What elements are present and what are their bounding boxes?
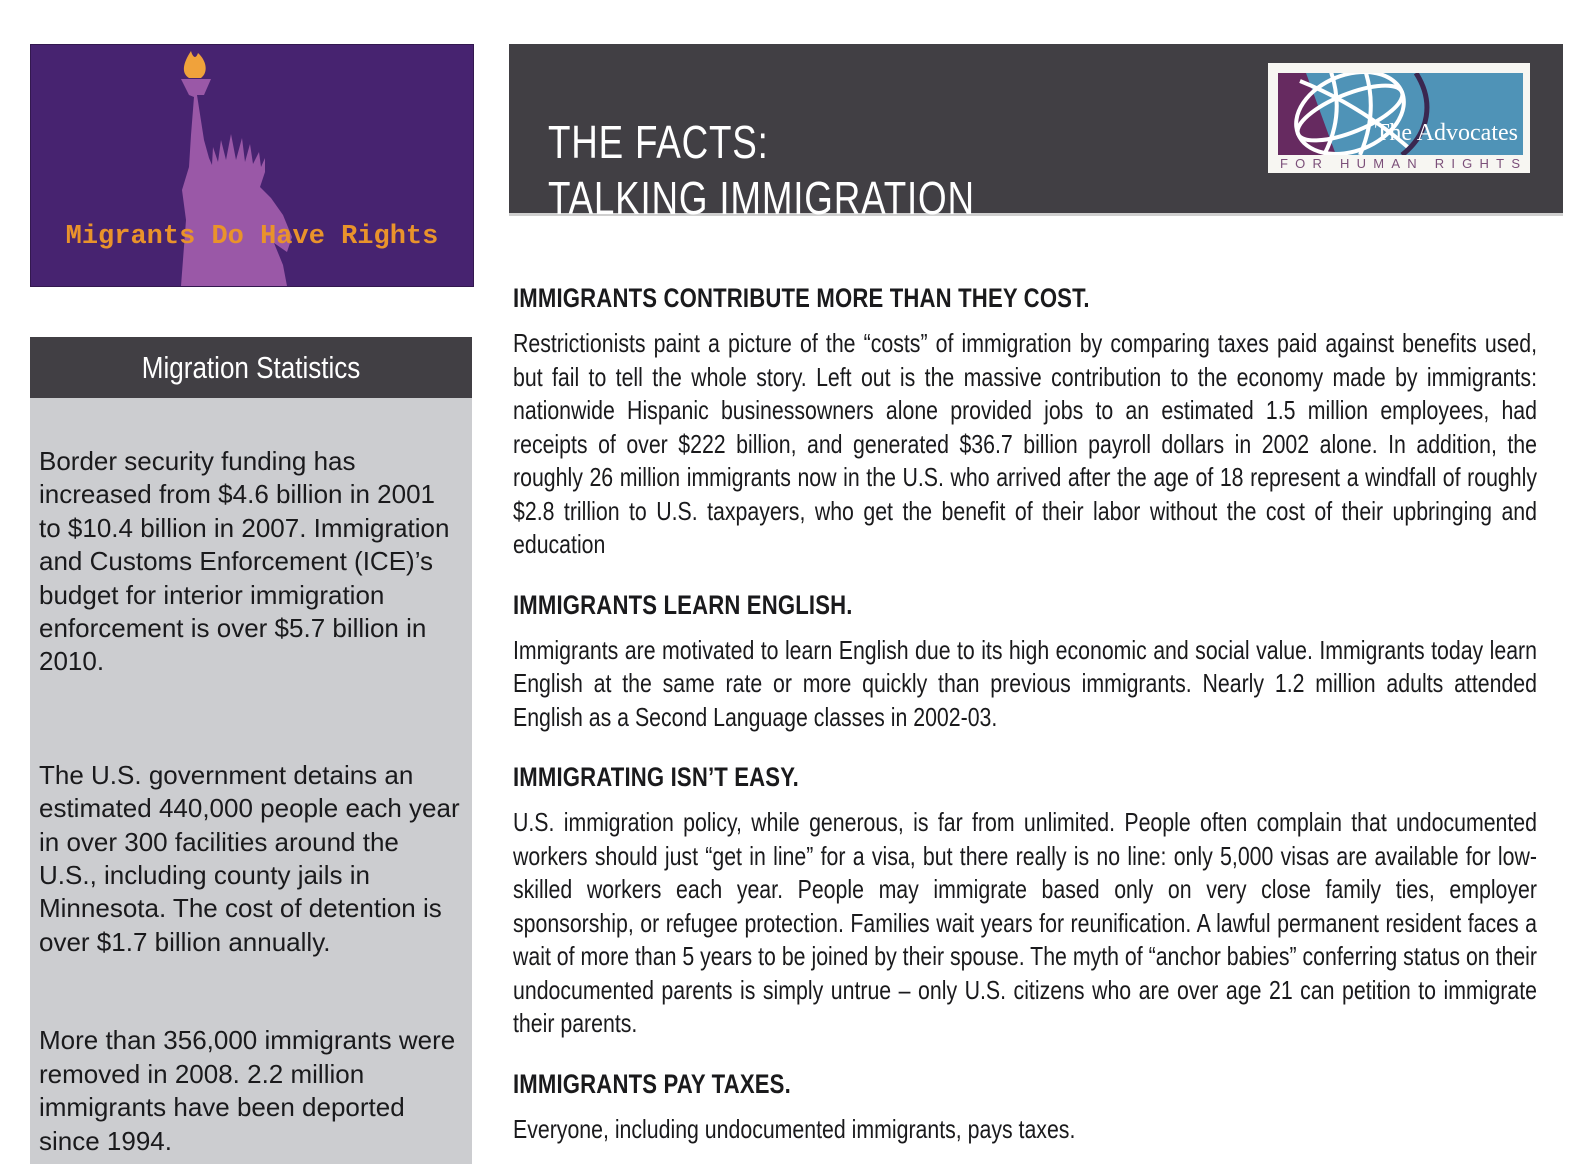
- section-heading: IMMIGRANTS PAY TAXES.: [513, 1068, 791, 1099]
- advocates-logo: [1268, 63, 1530, 173]
- section-heading: IMMIGRATING ISN’T EASY.: [513, 762, 800, 792]
- banner: [30, 44, 474, 287]
- title-bar: [509, 44, 1563, 224]
- stats-panel-header: [30, 337, 472, 398]
- section-body: Restrictionists paint a picture of the “costs” of immigration by comparing taxes paid against benefits used, but fail to tell the whole story. Left out is the massive contribution to the economy made by immigrants: nationwide Hispanic businessowners alone provided jobs to an estimated 1.5 million employees, had receipts of over $222 billion, and generated $36.7 billion payroll dollars in 2002 alone. In addition, the roughly 26 million immigrants now in the U.S. who arrived after the age of 18 represent a windfall of roughly $2.8 trillion to U.S. taxpayers, who get the benefit of their labor without the cost of their upbringing and education: [513, 328, 1537, 559]
- doc-title-line-1: THE FACTS:: [548, 116, 769, 168]
- banner-caption: Migrants Do Have Rights: [65, 222, 439, 252]
- section-heading: IMMIGRANTS LEARN ENGLISH.: [513, 589, 853, 620]
- logo-org-tagline: FOR HUMAN RIGHTS: [1280, 156, 1520, 171]
- torch-flame-icon: [184, 51, 206, 78]
- section-body: Everyone, including undocumented immigrants, pays taxes.: [513, 1113, 1076, 1144]
- section-heading: IMMIGRANTS CONTRIBUTE MORE THAN THEY COST.: [513, 283, 1090, 313]
- logo-org-name: The Advocates: [1374, 120, 1518, 146]
- stat-item: Border security funding has increased from $4.6 billion in 2001 to $10.4 billion in 2007. Immigration and Customs Enforcement (ICE)’s budget for interior immigration enforcement is over $5.7 billion in 2010.: [39, 446, 450, 677]
- section-body: Immigrants are motivated to learn English due to its high economic and social value. Immigrants today learn English at the same rate or more quickly than previous immigrants. Nearly 1.2 million adults attended English as a Second Language classes in 2002-03.: [513, 634, 1537, 732]
- stat-item: More than 356,000 immigrants were removed in 2008. 2.2 million immigrants have been deported since 1994.: [39, 1025, 456, 1156]
- statue-silhouette: [181, 79, 292, 286]
- article: [513, 281, 1537, 1146]
- doc-title-line-2: TALKING IMMIGRATION: [548, 172, 975, 224]
- stats-panel-body: [30, 398, 472, 1164]
- doc-title: [548, 114, 975, 226]
- section-body: U.S. immigration policy, while generous, is far from unlimited. People often complain that undocumented workers should just “get in line” for a visa, but there really is no line: only 5,000 visas are available for low-skilled workers each year. People may immigrate based only on very close family ties, employer sponsorship, or refugee protection. Families wait years for reunification. A lawful permanent resident faces a wait of more than 5 years to be joined by their spouse. The myth of “anchor babies” conferring status on their undocumented parents is simply untrue – only U.S. citizens who are over age 21 can petition to immigrate their parents.: [513, 807, 1537, 1038]
- stats-panel-title: Migration Statistics: [141, 349, 361, 385]
- stat-item: The U.S. government detains an estimated 440,000 people each year in over 300 facilities around the U.S., including county jails in Minnesota. The cost of detention is over $1.7 billion annually.: [39, 759, 460, 957]
